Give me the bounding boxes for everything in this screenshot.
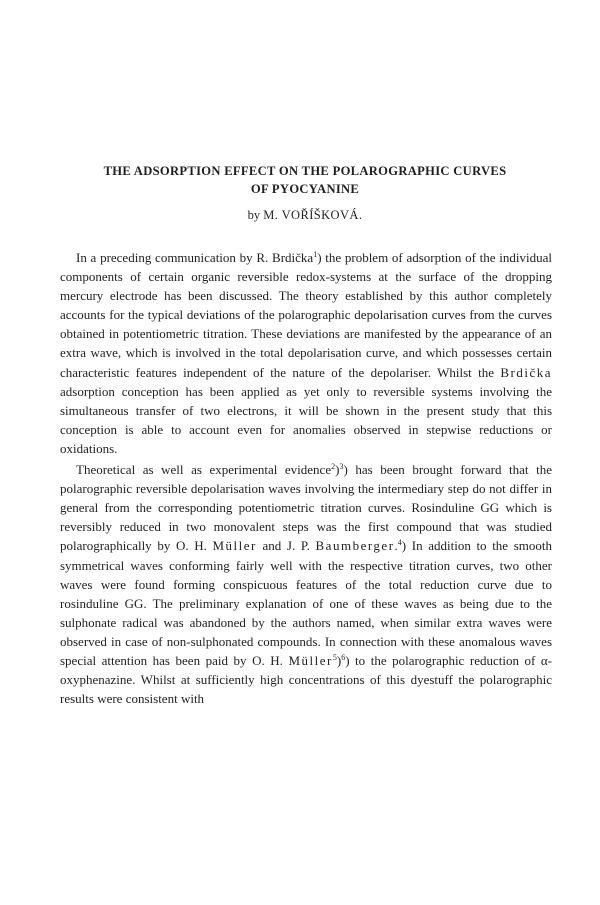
author-name-brdicka: Brdička <box>500 364 552 380</box>
author-name-muller: Müller <box>212 538 257 554</box>
reference-5: 5 <box>332 652 337 662</box>
paragraph-1-text-a: In a preceding communication by R. Brdička <box>76 250 314 265</box>
byline-prefix: by <box>247 208 264 222</box>
reference-3: 3 <box>339 462 344 472</box>
reference-1: 1 <box>313 250 318 259</box>
paragraph-1 <box>60 248 552 458</box>
reference-2: 2 <box>331 462 336 472</box>
title-line-2: OF PYOCYANINE <box>250 182 360 196</box>
paragraph-2-text-a: Theoretical as well as experimental evidence <box>76 462 332 478</box>
article-body <box>60 248 552 708</box>
paragraph-2-text-c: and J. P. <box>256 538 316 554</box>
reference-6: 6 <box>341 652 346 662</box>
paragraph-1-text-c: adsorption conception has been applied as yet only to reversible systems involving the simultaneous transfer of two electrons, it will be shown in the present study that this conception is able to account even for anomalies observed in stepwise reductions or oxidations. <box>60 383 552 456</box>
paragraph-2: Theoretical as well as experimental evidence$^2$)$^3$) has been brought forward that the polarographic reversible depolarisation waves involving the intermediary step do not differ in general from the corresponding potentiometric titration curves. Rosinduline GG which is reversibly reduced in two monovalent steps was the first compound that was studied polarographically by O. H. Müller and J. P. Baumberger.$^4$) In addition to the smooth symmetrical waves conforming fairly well with the respective titration curves, two other waves were found forming conspicuous features of the total reduction curve due to rosinduline GG. The preliminary explanation of one of these waves as being due to the sulphonate radical was abandoned by the authors named, when similar extra waves were observed in case of non-sulphonated compounds. In connection with these anomalous waves special attention has been paid by O. H. Müller$^5$)$^6$) to the polarographic reduction of α-oxyphenazine. Whilst at sufficiently high concentrations of this dyestuff the polarographic results were consistent with <box>60 462 553 707</box>
article-title <box>60 162 550 198</box>
paragraph-1-text-b: ) the problem of adsorption of the individual components of certain organic reversible redox-systems at the surface of the dropping mercury electrode has been discussed. The theory established by this author completely accounts for the typical deviations of the polarographic depolarisation curves from the curves obtained in potentiometric titration. These deviations are manifested by the appearance of an extra wave, which is involved in the total depolarisation curve, and which possesses certain characteristic features independent of the nature of the depolariser. Whilst the <box>60 250 552 380</box>
author-byline <box>60 206 550 224</box>
author-name: M. VOŘÍŠKOVÁ. <box>263 208 363 222</box>
title-line-1: THE ADSORPTION EFFECT ON THE POLAROGRAPHIC CURVES <box>103 164 507 178</box>
paragraph-2-text-b: ) has been brought forward that the polarographic reversible depolarisation waves involving the intermediary step do not differ in general from the corresponding potentiometric titration curves. Rosinduline GG which is reversibly reduced in two monovalent steps was the first compound that was studied polarographically by O. H. <box>60 462 552 554</box>
paragraph-2-text-f: ) to the polarographic reduction of α-oxyphenazine. Whilst at sufficiently high concentrations of this dyestuff the polarographic results were consistent with <box>60 652 553 707</box>
author-name-baumberger: Baumberger <box>315 538 395 554</box>
paragraph-2-text-e: ) In addition to the smooth symmetrical waves conforming fairly well with the respective titration curves, two other waves were found forming conspicuous features of the total reduction curve due to rosinduline GG. The preliminary explanation of one of these waves as being due to the sulphonate radical was abandoned by the authors named, when similar extra waves were observed in case of non-sulphonated compounds. In connection with these anomalous waves special attention has been paid by O. H. <box>60 538 552 668</box>
author-name-muller-2: Müller <box>288 652 333 668</box>
reference-4: 4 <box>397 538 402 548</box>
paragraph-2-text-d: . <box>394 538 398 554</box>
